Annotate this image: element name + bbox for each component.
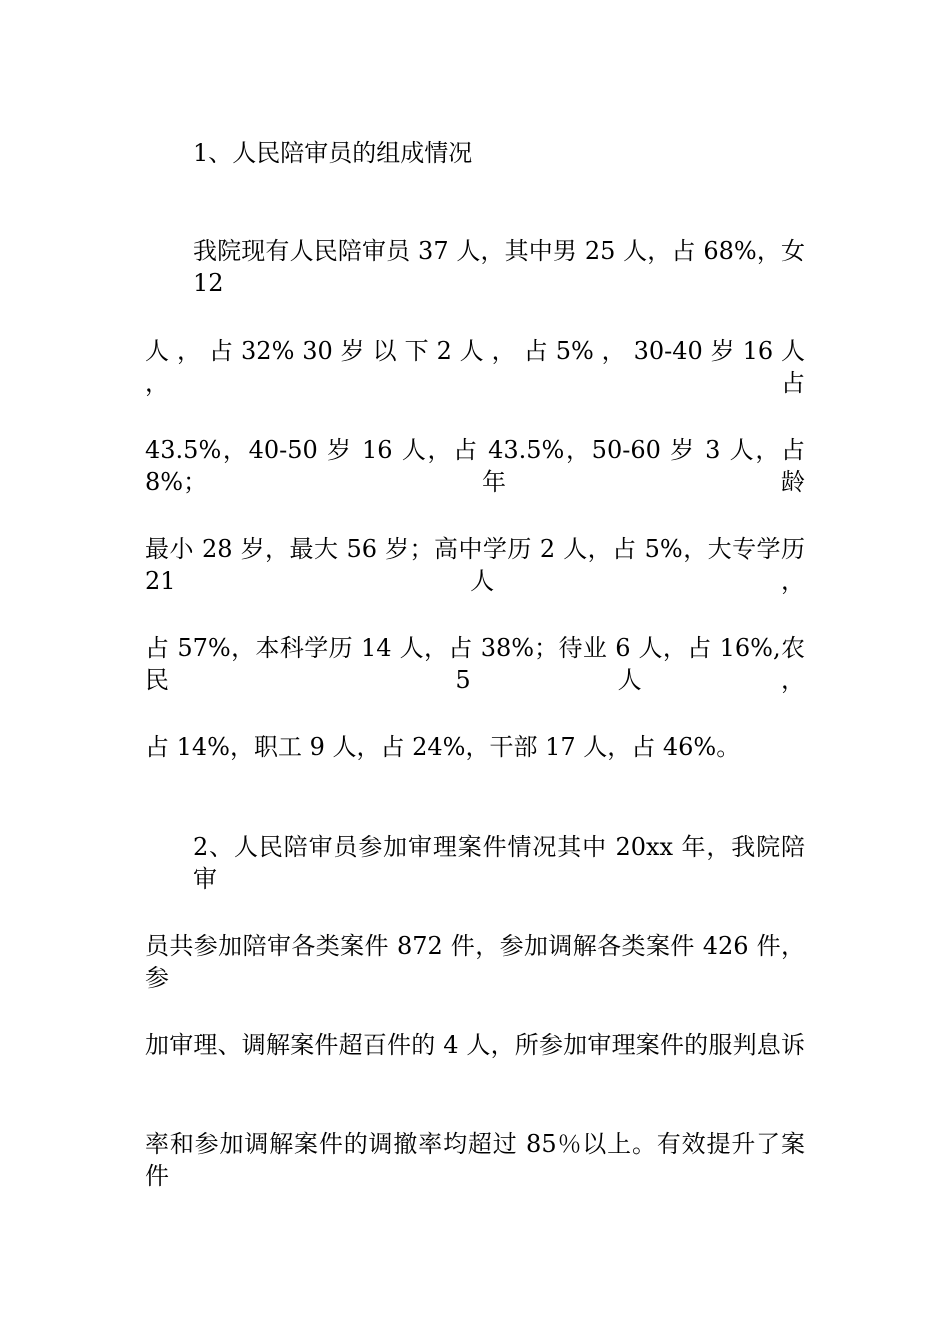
paragraph-line: 率和参加调解案件的调撤率均超过 85％以上。有效提升了案件 [145, 1130, 805, 1190]
paragraph-line: 员共参加陪审各类案件 872 件，参加调解各类案件 426 件，参 [145, 932, 805, 992]
section-2-heading: 2、人民陪审员参加审理案件情况其中 20xx 年，我院陪审 [193, 833, 805, 893]
paragraph-line: 43.5%，40-50 岁 16 人，占 43.5%，50-60 岁 3 人，占 8%；年龄 [145, 436, 805, 496]
paragraph-line: 占 14%，职工 9 人，占 24%，干部 17 人，占 46%。 [145, 733, 741, 761]
paragraph-line: 占 57%，本科学历 14 人，占 38%；待业 6 人，占 16%,农民 5 人， [145, 634, 805, 694]
paragraph-line: 人 ， 占 32% 30 岁 以 下 2 人 ， 占 5% ， 30-40 岁 16 人 ， 占 [145, 337, 805, 397]
paragraph-line: 加审理、调解案件超百件的 4 人，所参加审理案件的服判息诉 [145, 1031, 805, 1059]
paragraph-line: 我院现有人民陪审员 37 人，其中男 25 人，占 68%，女 12 [193, 237, 805, 297]
section-1-heading: 1、人民陪审员的组成情况 [193, 139, 473, 167]
paragraph-line: 最小 28 岁，最大 56 岁；高中学历 2 人，占 5%，大专学历 21 人， [145, 535, 805, 595]
